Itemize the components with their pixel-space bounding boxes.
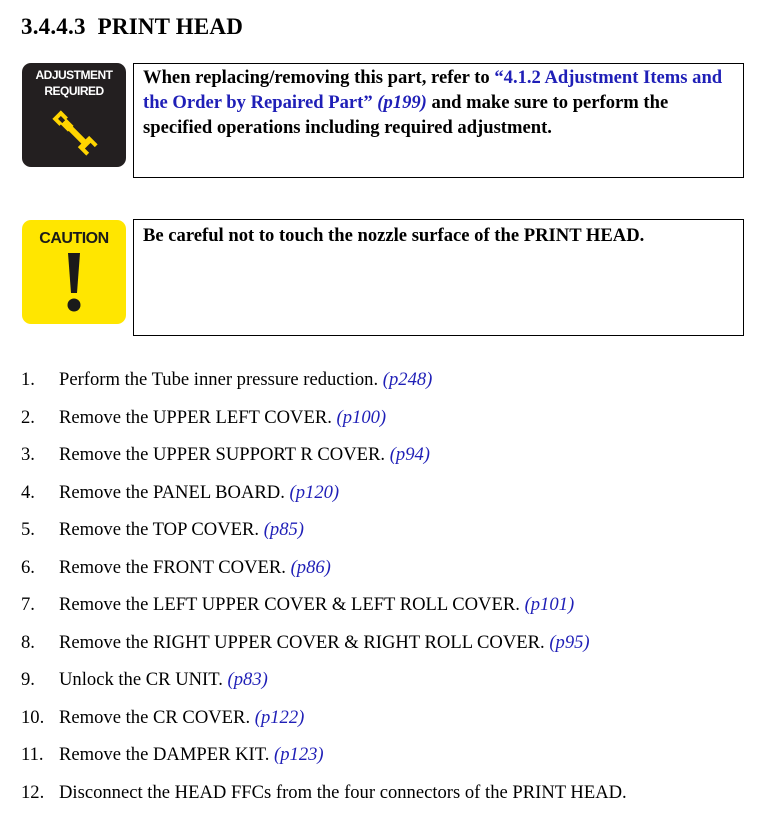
page-ref-link[interactable]: (p123) xyxy=(274,744,324,765)
page-ref-link[interactable]: (p120) xyxy=(289,481,340,503)
wrench-icon xyxy=(47,105,103,161)
caution-label: CAUTION xyxy=(39,230,109,247)
page-ref-link[interactable]: (p100) xyxy=(336,406,387,428)
caution-text: Be careful not to touch the nozzle surface of the PRINT HEAD. xyxy=(143,225,645,246)
caution-notice xyxy=(133,219,744,336)
page-ref-link[interactable]: (p101) xyxy=(524,594,575,615)
section-heading xyxy=(21,14,243,40)
exclamation-icon xyxy=(65,253,83,313)
page-ref-link[interactable]: (p248) xyxy=(382,369,433,390)
page-ref-link[interactable]: (p85) xyxy=(263,519,304,540)
page-ref-link[interactable]: (p94) xyxy=(389,444,430,465)
page-ref-link[interactable]: (p86) xyxy=(290,556,331,578)
adjustment-required-badge xyxy=(22,63,126,167)
section-number: 3.4.4.3 xyxy=(21,14,86,39)
adjustment-required-label: ADJUSTMENT REQUIRED xyxy=(35,68,113,98)
adjustment-reference-link[interactable]: “4.1.2 Adjustment Items and the Order by Repaired Part” xyxy=(143,67,723,113)
page-ref-link[interactable]: (p122) xyxy=(254,706,305,728)
page-ref-link[interactable]: (p83) xyxy=(227,669,268,690)
adjustment-notice: When replacing/removing this part, refer to “4.1.2 Adjustment Items and the Order by Repaired Part” (p199) and make sure to perform the specified operations including required adjustment. xyxy=(133,63,744,178)
section-title: PRINT HEAD xyxy=(97,14,244,39)
page-ref-link[interactable]: (p95) xyxy=(549,631,590,653)
caution-badge xyxy=(22,220,126,324)
adjustment-page-ref[interactable]: (p199) xyxy=(377,92,427,113)
